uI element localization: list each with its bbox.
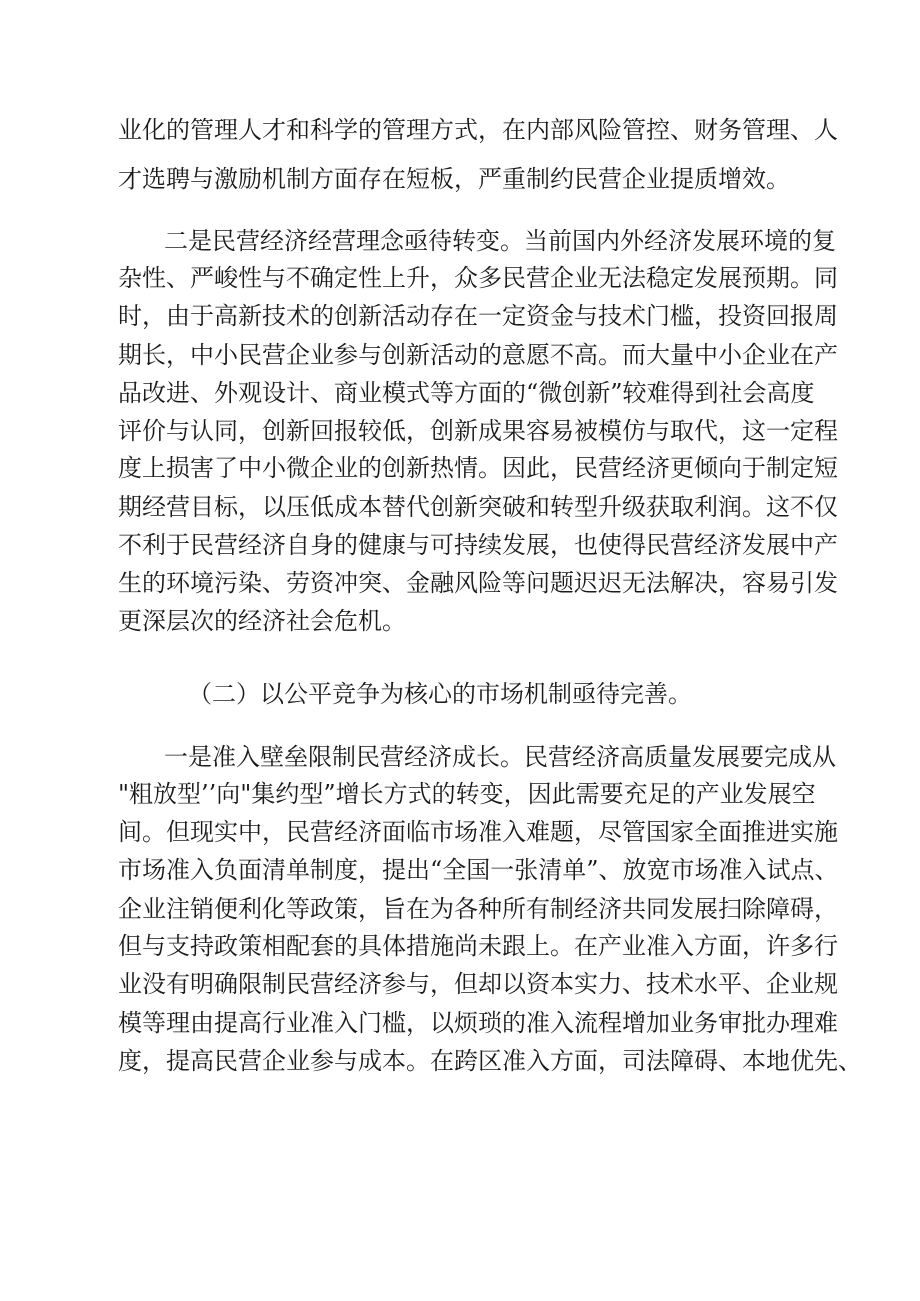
paragraph-first-line: 二是民营经济经营理念亟待转变。当前国内外经济发展环境的复: [164, 227, 836, 255]
text-line: 杂性、严峻性与不确定性上升，众多民营企业无法稳定发展预期。同: [118, 264, 838, 292]
text-line: 业没有明确限制民营经济参与，但却以资本实力、技术水平、企业规: [118, 970, 838, 998]
text-line: 才选聘与激励机制方面存在短板，严重制约民营企业提质增效。: [118, 165, 790, 193]
text-line: "粗放型’’向"集约型”增长方式的转变，因此需要充足的产业发展空: [118, 780, 816, 808]
text-line: 企业注销便利化等政策，旨在为各种所有制经济共同发展扫除障碍，: [118, 895, 838, 923]
text-line: 度，提高民营企业参与成本。在跨区准入方面，司法障碍、本地优先、: [118, 1047, 862, 1075]
text-line: 期经营目标，以压低成本替代创新突破和转型升级获取利润。这不仅: [118, 493, 838, 521]
text-line: 更深层次的经济社会危机。: [118, 607, 406, 635]
paragraph-first-line: 一是准入壁垒限制民营经济成长。民营经济高质量发展要完成从: [164, 743, 836, 771]
text-line: 时，由于高新技术的创新活动存在一定资金与技术门槛，投资回报周: [118, 302, 838, 330]
text-line: 市场准入负面清单制度，提出“全国一张清单”、放宽市场准入试点、: [118, 856, 839, 884]
text-line: 业化的管理人才和科学的管理方式，在内部风险管控、财务管理、人: [118, 116, 838, 144]
text-line: 生的环境污染、劳资冲突、金融风险等问题迟迟无法解决，容易引发: [118, 569, 838, 597]
text-line: 期长，中小民营企业参与创新活动的意愿不高。而大量中小企业在产: [118, 341, 838, 369]
text-line: 品改进、外观设计、商业模式等方面的“微创新”较难得到社会高度: [118, 379, 815, 407]
text-line: 间。但现实中，民营经济面临市场准入难题，尽管国家全面推进实施: [118, 818, 838, 846]
text-line: 评价与认同，创新回报较低，创新成果容易被模仿与取代，这一定程: [118, 417, 838, 445]
text-line: 但与支持政策相配套的具体措施尚未跟上。在产业准入方面，许多行: [118, 932, 838, 960]
section-heading: （二）以公平竞争为核心的市场机制亟待完善。: [188, 680, 692, 708]
text-line: 不利于民营经济自身的健康与可持续发展，也使得民营经济发展中产: [118, 531, 838, 559]
text-line: 模等理由提高行业准入门槛，以烦琐的准入流程增加业务审批办理难: [118, 1009, 838, 1037]
text-line: 度上损害了中小微企业的创新热情。因此，民营经济更倾向于制定短: [118, 454, 838, 482]
